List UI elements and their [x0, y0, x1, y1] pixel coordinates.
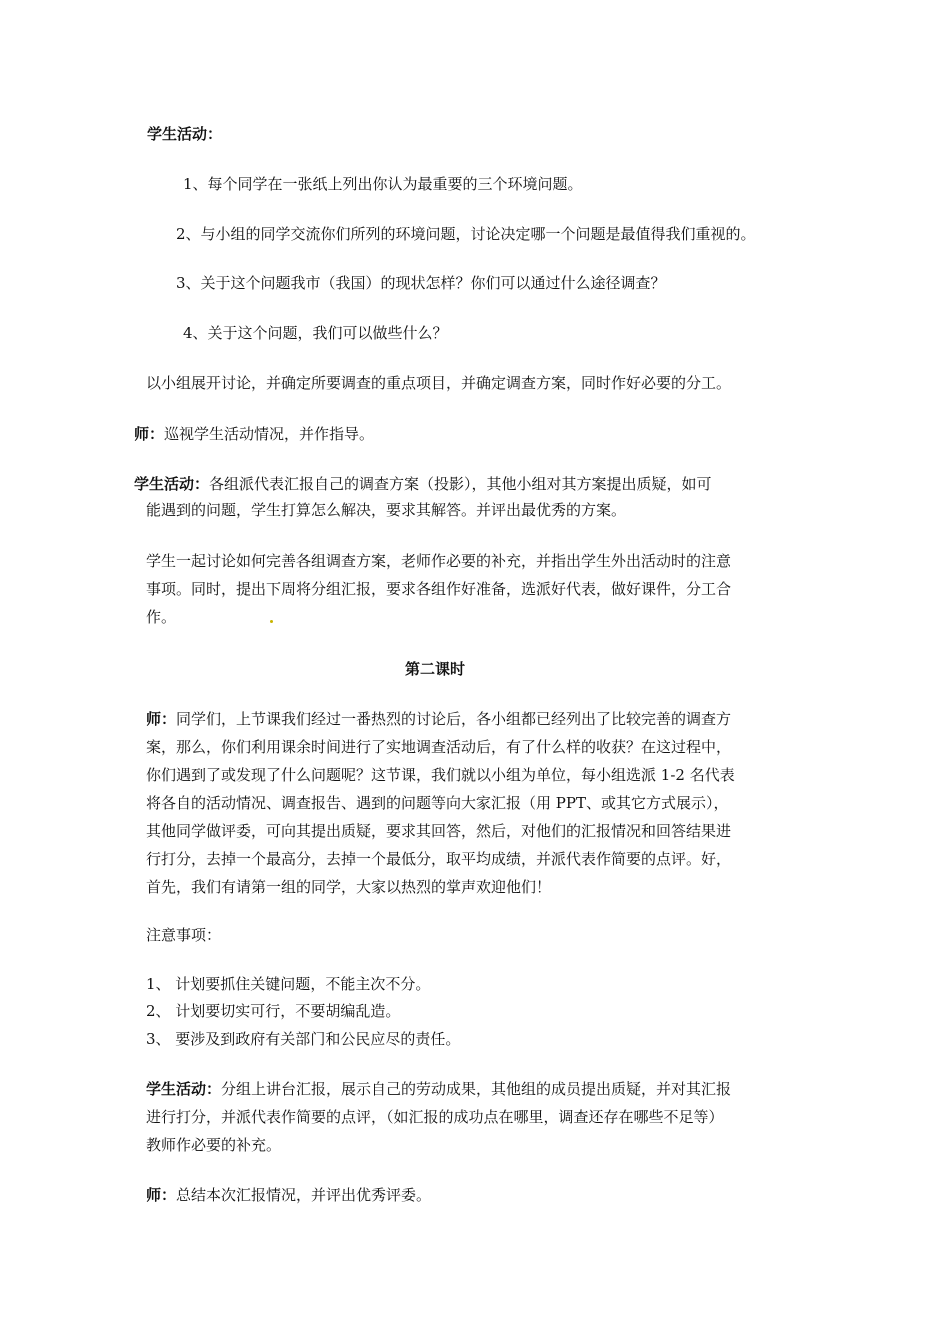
teacher2-line-4: 将各自的活动情况、调查报告、遇到的问题等向大家汇报（用 PPT、或其它方式展示）， — [146, 794, 729, 812]
notes-item-2: 2、 计划要切实可行，不要胡编乱造。 — [146, 1002, 401, 1020]
discussion-line-1: 学生一起讨论如何完善各组调查方案，老师作必要的补充，并指出学生外出活动时的注意 — [146, 552, 732, 570]
teacher-label: 师： — [146, 1186, 177, 1204]
teacher2-line-1 — [146, 709, 731, 729]
notes-item-1: 1、 计划要抓住关键问题，不能主次不分。 — [146, 975, 431, 993]
group-discussion-line: 以小组展开讨论，并确定所要调查的重点项目，并确定调查方案，同时作好必要的分工。 — [146, 374, 732, 392]
activity3-line-2: 进行打分，并派代表作简要的点评，（如汇报的成功点在哪里，调查还存在哪些不足等） — [146, 1108, 724, 1126]
activity2-line-2: 能遇到的问题，学生打算怎么解决，要求其解答。并评出最优秀的方案。 — [146, 501, 627, 519]
activity-item-3: 3、关于这个问题我市（我国）的现状怎样？你们可以通过什么途径调查？ — [176, 274, 666, 292]
teacher3-line — [146, 1185, 431, 1205]
activity3-text-1: 分组上讲台汇报，展示自己的劳动成果，其他组的成员提出质疑，并对其汇报 — [221, 1080, 732, 1098]
teacher2-line-3: 你们遇到了或发现了什么问题呢？这节课，我们就以小组为单位，每小组选派 1-2 名代表 — [146, 766, 735, 784]
teacher2-line-5: 其他同学做评委，可向其提出质疑，要求其回答，然后，对他们的汇报情况和回答结果进 — [146, 822, 732, 840]
marker-dot — [270, 620, 273, 623]
activity-item-4: 4、关于这个问题，我们可以做些什么？ — [183, 324, 448, 342]
activity2-line-1 — [134, 474, 712, 494]
student-activity-label: 学生活动： — [134, 475, 210, 493]
discussion-line-3: 作。 — [146, 608, 177, 626]
teacher-paragraph-1 — [134, 424, 374, 444]
teacher2-line-7: 首先，我们有请第一组的同学，大家以热烈的掌声欢迎他们！ — [146, 878, 552, 896]
teacher-text: 巡视学生活动情况，并作指导。 — [164, 425, 375, 443]
teacher-label: 师： — [134, 425, 165, 443]
teacher2-text-1: 同学们，上节课我们经过一番热烈的讨论后，各小组都已经列出了比较完善的调查方 — [176, 710, 732, 728]
teacher3-text: 总结本次汇报情况，并评出优秀评委。 — [176, 1186, 432, 1204]
notes-item-3: 3、 要涉及到政府有关部门和公民应尽的责任。 — [146, 1030, 461, 1048]
teacher2-line-2: 案，那么，你们利用课余时间进行了实地调查活动后，有了什么样的收获？在这过程中， — [146, 738, 732, 756]
activity-item-1: 1、每个同学在一张纸上列出你认为最重要的三个环境问题。 — [183, 175, 583, 193]
teacher2-line-6: 行打分，去掉一个最高分，去掉一个最低分，取平均成绩，并派代表作简要的点评。好， — [146, 850, 732, 868]
activity2-text: 各组派代表汇报自己的调查方案（投影），其他小组对其方案提出质疑，如可 — [209, 475, 712, 493]
activity-item-2: 2、与小组的同学交流你们所列的环境问题，讨论决定哪一个问题是最值得我们重视的。 — [176, 225, 756, 243]
discussion-line-2: 事项。同时，提出下周将分组汇报，要求各组作好准备，选派好代表，做好课件，分工合 — [146, 580, 732, 598]
student-activity-heading: 学生活动： — [147, 125, 223, 143]
student-activity-label: 学生活动： — [146, 1080, 222, 1098]
activity3-line-1 — [146, 1079, 731, 1099]
teacher-label: 师： — [146, 710, 177, 728]
activity3-line-3: 教师作必要的补充。 — [146, 1136, 282, 1154]
notes-heading: 注意事项： — [146, 926, 222, 944]
lesson-2-title: 第二课时 — [405, 660, 466, 678]
